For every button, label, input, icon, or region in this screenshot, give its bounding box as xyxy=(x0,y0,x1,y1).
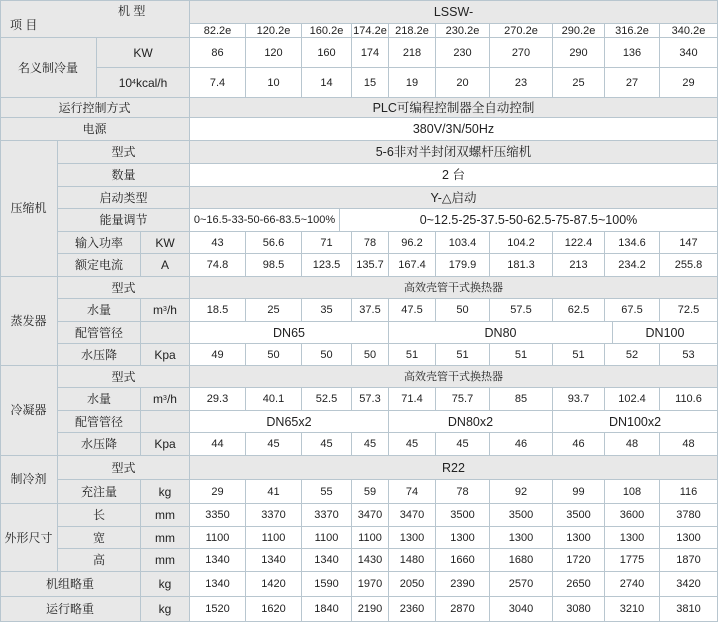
compressor-input-cell: 122.4 xyxy=(553,232,605,254)
dimensions-length-cell: 3780 xyxy=(660,504,718,527)
unit-weight-cell: 2650 xyxy=(553,572,605,597)
refrigerant-charge-cell: 116 xyxy=(660,480,718,504)
condenser-water-cell: 85 xyxy=(490,388,553,411)
evaporator-label-text: 蒸发器 xyxy=(10,313,47,328)
unit-weight-cell: 1340 xyxy=(190,572,246,597)
condenser-water-unit-pre: m xyxy=(153,392,164,406)
capacity-kcal-cell: 19 xyxy=(389,68,436,98)
dimensions-width-cell: 1300 xyxy=(490,527,553,549)
capacity-kcal-cell: 29 xyxy=(660,68,718,98)
op-weight-cell: 2190 xyxy=(352,597,389,622)
dimensions-height-cell: 1430 xyxy=(352,549,389,572)
capacity-unit-kcal: 10 4 kcal/h xyxy=(97,68,190,98)
condenser-pipe-dn100x2: DN100x2 xyxy=(553,411,718,433)
capacity-kw-cell: 136 xyxy=(605,38,660,68)
unit-weight-cell: 1420 xyxy=(246,572,302,597)
dimensions-width-label: 宽 xyxy=(58,527,141,549)
unit-weight-unit: kg xyxy=(141,572,190,597)
dimensions-length-cell: 3500 xyxy=(490,504,553,527)
dimensions-height-cell: 1480 xyxy=(389,549,436,572)
evaporator-drop-unit: Kpa xyxy=(141,344,190,366)
evaporator-drop-cell: 50 xyxy=(352,344,389,366)
control-label: 运行控制方式 xyxy=(0,98,190,118)
op-weight-cell: 1840 xyxy=(302,597,352,622)
op-weight-cell: 1520 xyxy=(190,597,246,622)
model-cell: 218.2e xyxy=(389,24,436,38)
dimensions-label-text: 外形尺寸 xyxy=(4,530,53,545)
compressor-cap-value-a: 0~16.5-33-50-66-83.5~100% xyxy=(190,209,340,232)
condenser-drop-cell: 46 xyxy=(553,433,605,456)
evaporator-drop-cell: 51 xyxy=(553,344,605,366)
evaporator-pipe-dn65: DN65 xyxy=(190,322,389,344)
condenser-water-unit: m 3 /h xyxy=(141,388,190,411)
dimensions-height-cell: 1340 xyxy=(302,549,352,572)
evaporator-water-cell: 25 xyxy=(246,299,302,322)
evaporator-pipe-dn100: DN100 xyxy=(613,322,718,344)
compressor-current-cell: 181.3 xyxy=(490,254,553,277)
evaporator-water-label: 水量 xyxy=(58,299,141,322)
capacity-kw-cell: 120 xyxy=(246,38,302,68)
dimensions-length-cell: 3470 xyxy=(389,504,436,527)
op-weight-unit: kg xyxy=(141,597,190,622)
compressor-input-cell: 103.4 xyxy=(436,232,490,254)
evaporator-water-cell: 37.5 xyxy=(352,299,389,322)
op-weight-label: 运行略重 xyxy=(0,597,141,622)
dimensions-width-cell: 1100 xyxy=(352,527,389,549)
dimensions-width-cell: 1100 xyxy=(190,527,246,549)
unit-weight-cell: 2050 xyxy=(389,572,436,597)
power-label: 电源 xyxy=(0,118,190,141)
evaporator-drop-cell: 50 xyxy=(302,344,352,366)
evaporator-water-cell: 62.5 xyxy=(553,299,605,322)
dimensions-height-cell: 1870 xyxy=(660,549,718,572)
condenser-drop-label: 水压降 xyxy=(58,433,141,456)
compressor-type-label: 型式 xyxy=(58,141,190,164)
condenser-water-cell: 93.7 xyxy=(553,388,605,411)
capacity-kcal-cell: 15 xyxy=(352,68,389,98)
dimensions-height-cell: 1680 xyxy=(490,549,553,572)
evaporator-water-cell: 35 xyxy=(302,299,352,322)
model-cell: 82.2e xyxy=(190,24,246,38)
kcal-unit-pre: 10 xyxy=(118,75,133,90)
evaporator-drop-cell: 49 xyxy=(190,344,246,366)
compressor-input-cell: 104.2 xyxy=(490,232,553,254)
refrigerant-type-label: 型式 xyxy=(58,456,190,480)
evaporator-water-cell: 67.5 xyxy=(605,299,660,322)
condenser-water-cell: 75.7 xyxy=(436,388,490,411)
capacity-unit-kw: KW xyxy=(97,38,190,68)
evaporator-water-unit-pre: m xyxy=(153,303,164,317)
condenser-water-cell: 40.1 xyxy=(246,388,302,411)
refrigerant-charge-cell: 41 xyxy=(246,480,302,504)
capacity-kcal-cell: 7.4 xyxy=(190,68,246,98)
unit-weight-cell: 2570 xyxy=(490,572,553,597)
capacity-kcal-cell: 14 xyxy=(302,68,352,98)
dimensions-length-label: 长 xyxy=(58,504,141,527)
condenser-water-cell: 52.5 xyxy=(302,388,352,411)
condenser-drop-cell: 45 xyxy=(352,433,389,456)
model-cell: 230.2e xyxy=(436,24,490,38)
compressor-cap-label: 能量调节 xyxy=(58,209,190,232)
evaporator-water-cell: 72.5 xyxy=(660,299,718,322)
evaporator-pipe-label: 配管管径 xyxy=(58,322,141,344)
capacity-kcal-cell: 10 xyxy=(246,68,302,98)
capacity-kw-cell: 340 xyxy=(660,38,718,68)
unit-weight-label: 机组略重 xyxy=(0,572,141,597)
unit-weight-cell: 3420 xyxy=(660,572,718,597)
dimensions-width-cell: 1300 xyxy=(389,527,436,549)
model-cell: 174.2e xyxy=(352,24,389,38)
condenser-water-cell: 110.6 xyxy=(660,388,718,411)
refrigerant-charge-cell: 92 xyxy=(490,480,553,504)
refrigerant-charge-label: 充注量 xyxy=(58,480,141,504)
condenser-drop-cell: 48 xyxy=(660,433,718,456)
refrigerant-charge-cell: 74 xyxy=(389,480,436,504)
compressor-input-cell: 134.6 xyxy=(605,232,660,254)
capacity-label: 名义制冷量 xyxy=(0,38,97,98)
capacity-kw-cell: 290 xyxy=(553,38,605,68)
evaporator-drop-cell: 51 xyxy=(436,344,490,366)
capacity-kw-cell: 270 xyxy=(490,38,553,68)
dimensions-width-cell: 1100 xyxy=(246,527,302,549)
condenser-pipe-dn80x2: DN80x2 xyxy=(389,411,553,433)
unit-weight-cell: 1970 xyxy=(352,572,389,597)
condenser-water-cell: 71.4 xyxy=(389,388,436,411)
dimensions-width-cell: 1300 xyxy=(553,527,605,549)
evaporator-water-unit-post: /h xyxy=(166,303,177,317)
dimensions-width-cell: 1300 xyxy=(660,527,718,549)
evaporator-drop-cell: 51 xyxy=(389,344,436,366)
condenser-type-value: 高效壳管干式换热器 xyxy=(190,366,718,388)
compressor-type-value: 5-6非对半封闭双螺杆压缩机 xyxy=(190,141,718,164)
unit-weight-cell: 2740 xyxy=(605,572,660,597)
dimensions-height-cell: 1340 xyxy=(190,549,246,572)
dimensions-width-cell: 1100 xyxy=(302,527,352,549)
compressor-current-unit: A xyxy=(141,254,190,277)
model-cell: 316.2e xyxy=(605,24,660,38)
compressor-qty-value: 2 台 xyxy=(190,164,718,187)
op-weight-cell: 2870 xyxy=(436,597,490,622)
dimensions-width-unit: mm xyxy=(141,527,190,549)
compressor-input-label: 输入功率 xyxy=(58,232,141,254)
evaporator-drop-cell: 53 xyxy=(660,344,718,366)
compressor-current-cell: 98.5 xyxy=(246,254,302,277)
model-cell: 290.2e xyxy=(553,24,605,38)
dimensions-height-cell: 1720 xyxy=(553,549,605,572)
dimensions-section-label xyxy=(0,504,58,572)
condenser-drop-cell: 44 xyxy=(190,433,246,456)
evaporator-drop-cell: 50 xyxy=(246,344,302,366)
evaporator-type-label: 型式 xyxy=(58,277,190,299)
unit-weight-cell: 1590 xyxy=(302,572,352,597)
capacity-kcal-cell: 20 xyxy=(436,68,490,98)
unit-weight-cell: 2390 xyxy=(436,572,490,597)
refrigerant-charge-unit: kg xyxy=(141,480,190,504)
capacity-kw-cell: 86 xyxy=(190,38,246,68)
evaporator-section-label xyxy=(0,277,58,366)
condenser-water-cell: 29.3 xyxy=(190,388,246,411)
condenser-pipe-unit-blank xyxy=(141,411,190,433)
header-series: LSSW- xyxy=(190,0,718,24)
dimensions-height-unit: mm xyxy=(141,549,190,572)
dimensions-width-cell: 1300 xyxy=(436,527,490,549)
dimensions-length-cell: 3470 xyxy=(352,504,389,527)
evaporator-drop-cell: 51 xyxy=(490,344,553,366)
compressor-start-label: 启动类型 xyxy=(58,187,190,209)
op-weight-cell: 2360 xyxy=(389,597,436,622)
compressor-current-cell: 135.7 xyxy=(352,254,389,277)
evaporator-drop-cell: 52 xyxy=(605,344,660,366)
header-item-label: 项 目 xyxy=(10,18,38,32)
evaporator-water-cell: 50 xyxy=(436,299,490,322)
capacity-kcal-cell: 25 xyxy=(553,68,605,98)
compressor-input-cell: 96.2 xyxy=(389,232,436,254)
capacity-kw-cell: 230 xyxy=(436,38,490,68)
compressor-input-cell: 43 xyxy=(190,232,246,254)
dimensions-length-cell: 3500 xyxy=(553,504,605,527)
power-value: 380V/3N/50Hz xyxy=(190,118,718,141)
compressor-section-label xyxy=(0,141,58,277)
evaporator-water-cell: 18.5 xyxy=(190,299,246,322)
op-weight-cell: 3210 xyxy=(605,597,660,622)
evaporator-drop-label: 水压降 xyxy=(58,344,141,366)
dimensions-height-cell: 1775 xyxy=(605,549,660,572)
evaporator-water-cell: 47.5 xyxy=(389,299,436,322)
compressor-cap-value-b: 0~12.5-25-37.5-50-62.5-75-87.5~100% xyxy=(340,209,718,232)
op-weight-cell: 3810 xyxy=(660,597,718,622)
condenser-drop-cell: 45 xyxy=(436,433,490,456)
dimensions-length-cell: 3370 xyxy=(246,504,302,527)
capacity-kw-cell: 160 xyxy=(302,38,352,68)
compressor-input-cell: 56.6 xyxy=(246,232,302,254)
dimensions-length-cell: 3370 xyxy=(302,504,352,527)
condenser-water-cell: 102.4 xyxy=(605,388,660,411)
condenser-drop-cell: 45 xyxy=(389,433,436,456)
compressor-current-cell: 74.8 xyxy=(190,254,246,277)
compressor-current-cell: 255.8 xyxy=(660,254,718,277)
dimensions-width-cell: 1300 xyxy=(605,527,660,549)
evaporator-pipe-unit-blank xyxy=(141,322,190,344)
compressor-input-cell: 147 xyxy=(660,232,718,254)
evaporator-type-value: 高效壳管干式换热器 xyxy=(190,277,718,299)
refrigerant-charge-cell: 55 xyxy=(302,480,352,504)
refrigerant-section-label xyxy=(0,456,58,504)
refrigerant-charge-cell: 59 xyxy=(352,480,389,504)
condenser-water-cell: 57.3 xyxy=(352,388,389,411)
dimensions-length-unit: mm xyxy=(141,504,190,527)
capacity-kw-cell: 174 xyxy=(352,38,389,68)
compressor-qty-label: 数量 xyxy=(58,164,190,187)
evaporator-water-cell: 57.5 xyxy=(490,299,553,322)
op-weight-cell: 3080 xyxy=(553,597,605,622)
dimensions-length-cell: 3500 xyxy=(436,504,490,527)
compressor-input-cell: 71 xyxy=(302,232,352,254)
condenser-type-label: 型式 xyxy=(58,366,190,388)
condenser-pipe-dn65x2: DN65x2 xyxy=(190,411,389,433)
compressor-current-cell: 213 xyxy=(553,254,605,277)
compressor-input-unit: KW xyxy=(141,232,190,254)
refrigerant-charge-cell: 99 xyxy=(553,480,605,504)
condenser-drop-unit: Kpa xyxy=(141,433,190,456)
condenser-label-text: 冷凝器 xyxy=(10,403,47,417)
condenser-drop-cell: 45 xyxy=(246,433,302,456)
condenser-water-unit-post: /h xyxy=(166,392,177,406)
compressor-current-label: 额定电流 xyxy=(58,254,141,277)
model-cell: 120.2e xyxy=(246,24,302,38)
refrigerant-charge-cell: 29 xyxy=(190,480,246,504)
dimensions-height-cell: 1340 xyxy=(246,549,302,572)
op-weight-cell: 1620 xyxy=(246,597,302,622)
control-value: PLC可编程控制器全自动控制 xyxy=(190,98,718,118)
compressor-current-cell: 167.4 xyxy=(389,254,436,277)
refrigerant-label-text: 制冷剂 xyxy=(10,472,47,486)
condenser-drop-cell: 48 xyxy=(605,433,660,456)
kcal-unit-post: kcal/h xyxy=(135,75,168,90)
capacity-kw-cell: 218 xyxy=(389,38,436,68)
capacity-kcal-cell: 27 xyxy=(605,68,660,98)
dimensions-height-cell: 1660 xyxy=(436,549,490,572)
refrigerant-type-value: R22 xyxy=(190,456,718,480)
evaporator-pipe-dn80: DN80 xyxy=(389,322,613,344)
compressor-current-cell: 179.9 xyxy=(436,254,490,277)
compressor-current-cell: 234.2 xyxy=(605,254,660,277)
dimensions-length-cell: 3600 xyxy=(605,504,660,527)
compressor-current-cell: 123.5 xyxy=(302,254,352,277)
condenser-water-label: 水量 xyxy=(58,388,141,411)
refrigerant-charge-cell: 78 xyxy=(436,480,490,504)
compressor-label-text: 压缩机 xyxy=(10,201,47,215)
compressor-input-cell: 78 xyxy=(352,232,389,254)
op-weight-cell: 3040 xyxy=(490,597,553,622)
condenser-drop-cell: 45 xyxy=(302,433,352,456)
header-corner xyxy=(0,0,190,38)
condenser-section-label xyxy=(0,366,58,456)
capacity-kcal-cell: 23 xyxy=(490,68,553,98)
dimensions-length-cell: 3350 xyxy=(190,504,246,527)
evaporator-water-unit: m 3 /h xyxy=(141,299,190,322)
condenser-pipe-label: 配管管径 xyxy=(58,411,141,433)
refrigerant-charge-cell: 108 xyxy=(605,480,660,504)
model-cell: 270.2e xyxy=(490,24,553,38)
condenser-drop-cell: 46 xyxy=(490,433,553,456)
model-cell: 340.2e xyxy=(660,24,718,38)
compressor-start-value: Y-△启动 xyxy=(190,187,718,209)
dimensions-height-label: 高 xyxy=(58,549,141,572)
model-cell: 160.2e xyxy=(302,24,352,38)
header-model-label: 机 型 xyxy=(118,4,146,18)
